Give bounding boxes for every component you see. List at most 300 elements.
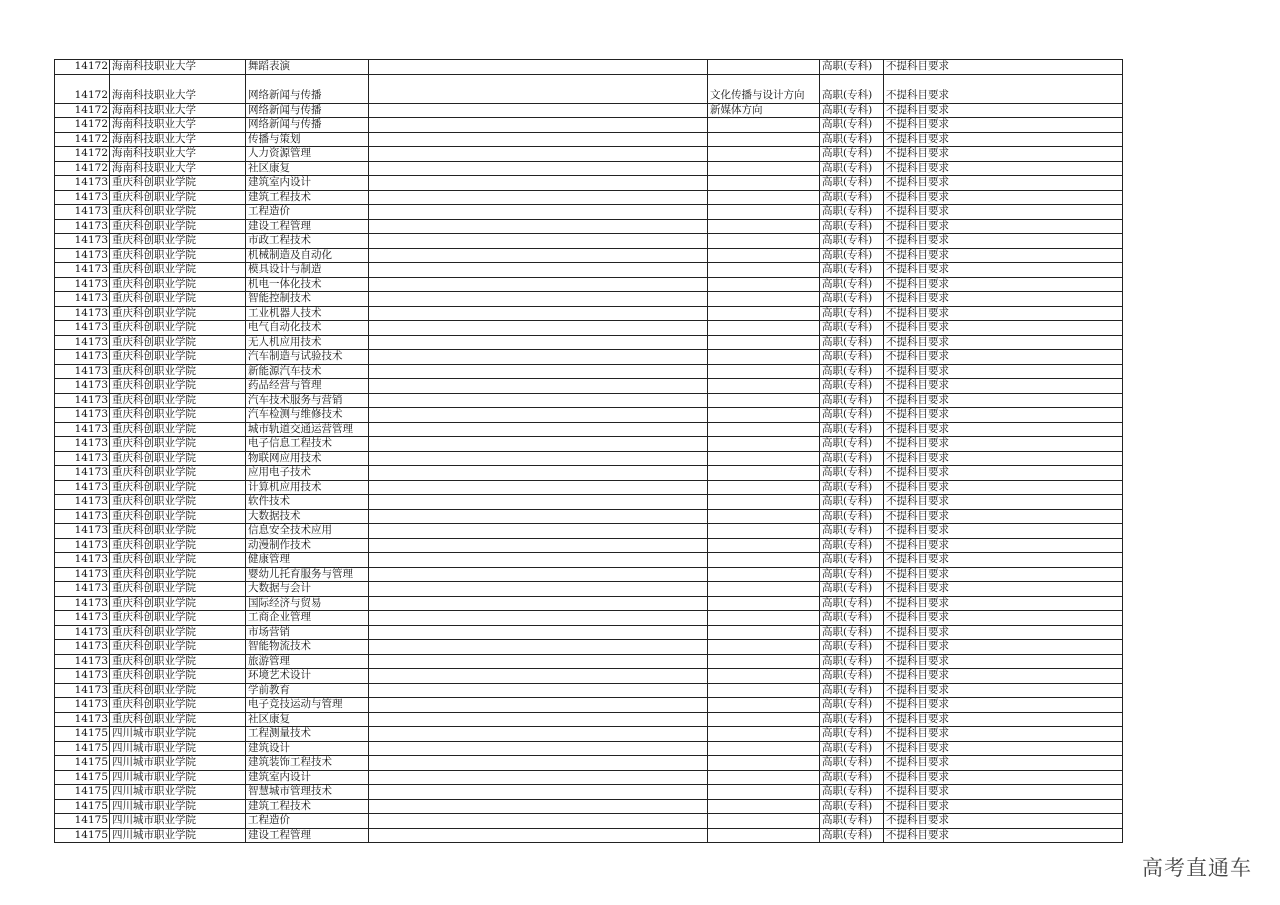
school-code-cell: 14172 (55, 60, 110, 75)
table-row (55, 306, 1123, 321)
major-name-cell: 建筑室内设计 (246, 770, 369, 785)
remark-cell (369, 625, 708, 640)
school-code-cell: 14173 (55, 567, 110, 582)
direction-cell (708, 712, 820, 727)
school-name-cell: 四川城市职业学院 (110, 828, 246, 843)
school-name-cell: 重庆科创职业学院 (110, 553, 246, 568)
remark-cell (369, 756, 708, 771)
remark-cell (369, 60, 708, 75)
direction-cell (708, 292, 820, 307)
remark-cell (369, 176, 708, 191)
remark-cell (369, 582, 708, 597)
level-cell: 高职(专科) (820, 698, 884, 713)
subject-requirement-cell: 不提科目要求 (884, 60, 1123, 75)
school-name-cell: 重庆科创职业学院 (110, 712, 246, 727)
school-name-cell: 重庆科创职业学院 (110, 582, 246, 597)
remark-cell (369, 161, 708, 176)
subject-requirement-cell: 不提科目要求 (884, 611, 1123, 626)
subject-requirement-cell: 不提科目要求 (884, 698, 1123, 713)
subject-requirement-cell: 不提科目要求 (884, 828, 1123, 843)
school-name-cell: 重庆科创职业学院 (110, 263, 246, 278)
major-name-cell: 学前教育 (246, 683, 369, 698)
remark-cell (369, 306, 708, 321)
direction-cell (708, 495, 820, 510)
remark-cell (369, 205, 708, 220)
table-row (55, 495, 1123, 510)
school-code-cell: 14173 (55, 408, 110, 423)
level-cell: 高职(专科) (820, 669, 884, 684)
direction-cell (708, 683, 820, 698)
school-code-cell: 14173 (55, 582, 110, 597)
major-name-cell: 新能源汽车技术 (246, 364, 369, 379)
school-code-cell: 14173 (55, 306, 110, 321)
table-row (55, 596, 1123, 611)
remark-cell (369, 669, 708, 684)
school-code-cell: 14175 (55, 828, 110, 843)
school-name-cell: 重庆科创职业学院 (110, 495, 246, 510)
subject-requirement-cell: 不提科目要求 (884, 292, 1123, 307)
subject-requirement-cell: 不提科目要求 (884, 596, 1123, 611)
level-cell: 高职(专科) (820, 234, 884, 249)
direction-cell (708, 625, 820, 640)
school-name-cell: 四川城市职业学院 (110, 756, 246, 771)
remark-cell (369, 234, 708, 249)
major-name-cell: 智慧城市管理技术 (246, 785, 369, 800)
school-name-cell: 重庆科创职业学院 (110, 640, 246, 655)
direction-cell (708, 669, 820, 684)
direction-cell (708, 350, 820, 365)
subject-requirement-cell: 不提科目要求 (884, 524, 1123, 539)
major-name-cell: 工程测量技术 (246, 727, 369, 742)
remark-cell (369, 321, 708, 336)
table-row (55, 364, 1123, 379)
major-name-cell: 网络新闻与传播 (246, 74, 369, 103)
school-code-cell: 14173 (55, 437, 110, 452)
direction-cell (708, 814, 820, 829)
table-row (55, 828, 1123, 843)
table-row (55, 727, 1123, 742)
table-row (55, 132, 1123, 147)
major-name-cell: 药品经营与管理 (246, 379, 369, 394)
school-name-cell: 重庆科创职业学院 (110, 567, 246, 582)
remark-cell (369, 509, 708, 524)
subject-requirement-cell: 不提科目要求 (884, 756, 1123, 771)
major-name-cell: 电子竞技运动与管理 (246, 698, 369, 713)
major-name-cell: 大数据与会计 (246, 582, 369, 597)
school-name-cell: 海南科技职业大学 (110, 147, 246, 162)
major-name-cell: 健康管理 (246, 553, 369, 568)
level-cell: 高职(专科) (820, 408, 884, 423)
subject-requirement-cell: 不提科目要求 (884, 74, 1123, 103)
table-row (55, 451, 1123, 466)
school-code-cell: 14173 (55, 364, 110, 379)
table-row (55, 538, 1123, 553)
direction-cell (708, 466, 820, 481)
table-row (55, 437, 1123, 452)
level-cell: 高职(专科) (820, 393, 884, 408)
direction-cell (708, 567, 820, 582)
level-cell: 高职(专科) (820, 466, 884, 481)
remark-cell (369, 190, 708, 205)
school-code-cell: 14173 (55, 205, 110, 220)
direction-cell (708, 509, 820, 524)
major-name-cell: 汽车技术服务与营销 (246, 393, 369, 408)
major-name-cell: 大数据技术 (246, 509, 369, 524)
subject-requirement-cell: 不提科目要求 (884, 176, 1123, 191)
school-name-cell: 重庆科创职业学院 (110, 524, 246, 539)
major-name-cell: 应用电子技术 (246, 466, 369, 481)
direction-cell (708, 205, 820, 220)
school-name-cell: 重庆科创职业学院 (110, 625, 246, 640)
school-name-cell: 重庆科创职业学院 (110, 393, 246, 408)
table-row (55, 640, 1123, 655)
table-row (55, 698, 1123, 713)
school-code-cell: 14173 (55, 292, 110, 307)
remark-cell (369, 408, 708, 423)
level-cell: 高职(专科) (820, 205, 884, 220)
direction-cell (708, 770, 820, 785)
school-name-cell: 重庆科创职业学院 (110, 466, 246, 481)
major-name-cell: 建筑装饰工程技术 (246, 756, 369, 771)
table-row (55, 147, 1123, 162)
subject-requirement-cell: 不提科目要求 (884, 263, 1123, 278)
school-name-cell: 四川城市职业学院 (110, 727, 246, 742)
level-cell: 高职(专科) (820, 582, 884, 597)
level-cell: 高职(专科) (820, 683, 884, 698)
school-name-cell: 海南科技职业大学 (110, 161, 246, 176)
school-code-cell: 14175 (55, 727, 110, 742)
level-cell: 高职(专科) (820, 190, 884, 205)
level-cell: 高职(专科) (820, 263, 884, 278)
direction-cell (708, 335, 820, 350)
table-row (55, 321, 1123, 336)
subject-requirement-cell: 不提科目要求 (884, 190, 1123, 205)
remark-cell (369, 263, 708, 278)
subject-requirement-cell: 不提科目要求 (884, 495, 1123, 510)
school-code-cell: 14173 (55, 277, 110, 292)
remark-cell (369, 596, 708, 611)
major-name-cell: 动漫制作技术 (246, 538, 369, 553)
level-cell: 高职(专科) (820, 364, 884, 379)
major-name-cell: 建筑设计 (246, 741, 369, 756)
school-name-cell: 重庆科创职业学院 (110, 306, 246, 321)
level-cell: 高职(专科) (820, 538, 884, 553)
remark-cell (369, 350, 708, 365)
direction-cell (708, 379, 820, 394)
table-row (55, 741, 1123, 756)
direction-cell (708, 596, 820, 611)
table-row (55, 190, 1123, 205)
table-row (55, 248, 1123, 263)
remark-cell (369, 437, 708, 452)
subject-requirement-cell: 不提科目要求 (884, 219, 1123, 234)
school-code-cell: 14173 (55, 321, 110, 336)
major-name-cell: 机电一体化技术 (246, 277, 369, 292)
remark-cell (369, 654, 708, 669)
school-name-cell: 重庆科创职业学院 (110, 451, 246, 466)
school-name-cell: 重庆科创职业学院 (110, 379, 246, 394)
spreadsheet-page (54, 59, 1122, 843)
school-code-cell: 14172 (55, 74, 110, 103)
school-code-cell: 14173 (55, 625, 110, 640)
subject-requirement-cell: 不提科目要求 (884, 741, 1123, 756)
school-code-cell: 14173 (55, 263, 110, 278)
watermark-text: 高考直通车 (1142, 856, 1252, 880)
direction-cell (708, 393, 820, 408)
table-row (55, 582, 1123, 597)
school-code-cell: 14173 (55, 524, 110, 539)
table-row (55, 553, 1123, 568)
direction-cell (708, 408, 820, 423)
level-cell: 高职(专科) (820, 335, 884, 350)
school-code-cell: 14173 (55, 640, 110, 655)
school-name-cell: 四川城市职业学院 (110, 770, 246, 785)
school-name-cell: 重庆科创职业学院 (110, 176, 246, 191)
table-row (55, 234, 1123, 249)
school-name-cell: 四川城市职业学院 (110, 741, 246, 756)
school-name-cell: 海南科技职业大学 (110, 74, 246, 103)
subject-requirement-cell: 不提科目要求 (884, 625, 1123, 640)
table-row (55, 524, 1123, 539)
major-name-cell: 软件技术 (246, 495, 369, 510)
subject-requirement-cell: 不提科目要求 (884, 422, 1123, 437)
school-code-cell: 14173 (55, 712, 110, 727)
school-name-cell: 重庆科创职业学院 (110, 277, 246, 292)
table-row (55, 408, 1123, 423)
level-cell: 高职(专科) (820, 422, 884, 437)
level-cell: 高职(专科) (820, 321, 884, 336)
direction-cell (708, 364, 820, 379)
remark-cell (369, 422, 708, 437)
subject-requirement-cell: 不提科目要求 (884, 393, 1123, 408)
subject-requirement-cell: 不提科目要求 (884, 306, 1123, 321)
level-cell: 高职(专科) (820, 118, 884, 133)
level-cell: 高职(专科) (820, 60, 884, 75)
remark-cell (369, 727, 708, 742)
level-cell: 高职(专科) (820, 828, 884, 843)
school-code-cell: 14173 (55, 611, 110, 626)
school-name-cell: 重庆科创职业学院 (110, 683, 246, 698)
school-code-cell: 14173 (55, 248, 110, 263)
table-row (55, 625, 1123, 640)
school-code-cell: 14173 (55, 451, 110, 466)
direction-cell (708, 437, 820, 452)
remark-cell (369, 277, 708, 292)
subject-requirement-cell: 不提科目要求 (884, 147, 1123, 162)
level-cell: 高职(专科) (820, 567, 884, 582)
school-code-cell: 14175 (55, 756, 110, 771)
remark-cell (369, 785, 708, 800)
direction-cell (708, 480, 820, 495)
school-code-cell: 14173 (55, 669, 110, 684)
remark-cell (369, 147, 708, 162)
direction-cell (708, 60, 820, 75)
major-name-cell: 电气自动化技术 (246, 321, 369, 336)
subject-requirement-cell: 不提科目要求 (884, 770, 1123, 785)
subject-requirement-cell: 不提科目要求 (884, 640, 1123, 655)
subject-requirement-cell: 不提科目要求 (884, 205, 1123, 220)
major-name-cell: 市政工程技术 (246, 234, 369, 249)
major-name-cell: 国际经济与贸易 (246, 596, 369, 611)
remark-cell (369, 74, 708, 103)
subject-requirement-cell: 不提科目要求 (884, 234, 1123, 249)
table-row (55, 799, 1123, 814)
level-cell: 高职(专科) (820, 611, 884, 626)
major-name-cell: 城市轨道交通运营管理 (246, 422, 369, 437)
remark-cell (369, 799, 708, 814)
table-row (55, 611, 1123, 626)
level-cell: 高职(专科) (820, 132, 884, 147)
subject-requirement-cell: 不提科目要求 (884, 466, 1123, 481)
direction-cell (708, 176, 820, 191)
level-cell: 高职(专科) (820, 451, 884, 466)
school-code-cell: 14172 (55, 147, 110, 162)
school-code-cell: 14173 (55, 654, 110, 669)
major-name-cell: 市场营销 (246, 625, 369, 640)
school-code-cell: 14173 (55, 422, 110, 437)
table-row (55, 118, 1123, 133)
level-cell: 高职(专科) (820, 176, 884, 191)
remark-cell (369, 451, 708, 466)
remark-cell (369, 103, 708, 118)
major-name-cell: 旅游管理 (246, 654, 369, 669)
school-name-cell: 重庆科创职业学院 (110, 480, 246, 495)
school-code-cell: 14173 (55, 553, 110, 568)
major-name-cell: 社区康复 (246, 161, 369, 176)
level-cell: 高职(专科) (820, 437, 884, 452)
table-row (55, 770, 1123, 785)
subject-requirement-cell: 不提科目要求 (884, 480, 1123, 495)
direction-cell (708, 799, 820, 814)
major-name-cell: 电子信息工程技术 (246, 437, 369, 452)
table-row (55, 509, 1123, 524)
table-row (55, 60, 1123, 75)
remark-cell (369, 495, 708, 510)
subject-requirement-cell: 不提科目要求 (884, 582, 1123, 597)
subject-requirement-cell: 不提科目要求 (884, 683, 1123, 698)
level-cell: 高职(专科) (820, 524, 884, 539)
level-cell: 高职(专科) (820, 350, 884, 365)
school-code-cell: 14173 (55, 538, 110, 553)
school-code-cell: 14173 (55, 698, 110, 713)
subject-requirement-cell: 不提科目要求 (884, 814, 1123, 829)
table-row (55, 669, 1123, 684)
remark-cell (369, 553, 708, 568)
table-row (55, 654, 1123, 669)
level-cell: 高职(专科) (820, 741, 884, 756)
level-cell: 高职(专科) (820, 306, 884, 321)
direction-cell (708, 741, 820, 756)
table-row (55, 74, 1123, 103)
level-cell: 高职(专科) (820, 509, 884, 524)
school-code-cell: 14172 (55, 118, 110, 133)
major-name-cell: 智能控制技术 (246, 292, 369, 307)
school-code-cell: 14175 (55, 785, 110, 800)
level-cell: 高职(专科) (820, 147, 884, 162)
major-name-cell: 信息安全技术应用 (246, 524, 369, 539)
remark-cell (369, 611, 708, 626)
school-code-cell: 14173 (55, 596, 110, 611)
table-row (55, 219, 1123, 234)
remark-cell (369, 712, 708, 727)
major-name-cell: 舞蹈表演 (246, 60, 369, 75)
remark-cell (369, 132, 708, 147)
direction-cell (708, 219, 820, 234)
remark-cell (369, 538, 708, 553)
level-cell: 高职(专科) (820, 379, 884, 394)
direction-cell (708, 132, 820, 147)
remark-cell (369, 567, 708, 582)
level-cell: 高职(专科) (820, 161, 884, 176)
major-name-cell: 模具设计与制造 (246, 263, 369, 278)
level-cell: 高职(专科) (820, 756, 884, 771)
major-name-cell: 建设工程管理 (246, 219, 369, 234)
school-name-cell: 重庆科创职业学院 (110, 698, 246, 713)
direction-cell (708, 263, 820, 278)
subject-requirement-cell: 不提科目要求 (884, 451, 1123, 466)
major-name-cell: 计算机应用技术 (246, 480, 369, 495)
school-name-cell: 重庆科创职业学院 (110, 538, 246, 553)
subject-requirement-cell: 不提科目要求 (884, 538, 1123, 553)
remark-cell (369, 292, 708, 307)
remark-cell (369, 248, 708, 263)
subject-requirement-cell: 不提科目要求 (884, 553, 1123, 568)
level-cell: 高职(专科) (820, 814, 884, 829)
subject-requirement-cell: 不提科目要求 (884, 350, 1123, 365)
major-name-cell: 工业机器人技术 (246, 306, 369, 321)
table-row (55, 567, 1123, 582)
subject-requirement-cell: 不提科目要求 (884, 567, 1123, 582)
remark-cell (369, 480, 708, 495)
direction-cell (708, 277, 820, 292)
level-cell: 高职(专科) (820, 770, 884, 785)
school-name-cell: 海南科技职业大学 (110, 103, 246, 118)
level-cell: 高职(专科) (820, 712, 884, 727)
direction-cell (708, 451, 820, 466)
level-cell: 高职(专科) (820, 480, 884, 495)
subject-requirement-cell: 不提科目要求 (884, 364, 1123, 379)
subject-requirement-cell: 不提科目要求 (884, 379, 1123, 394)
major-name-cell: 社区康复 (246, 712, 369, 727)
direction-cell (708, 654, 820, 669)
major-name-cell: 建筑工程技术 (246, 190, 369, 205)
school-name-cell: 重庆科创职业学院 (110, 596, 246, 611)
school-code-cell: 14172 (55, 103, 110, 118)
direction-cell (708, 248, 820, 263)
major-name-cell: 工程造价 (246, 814, 369, 829)
direction-cell (708, 161, 820, 176)
school-name-cell: 重庆科创职业学院 (110, 205, 246, 220)
level-cell: 高职(专科) (820, 495, 884, 510)
school-name-cell: 四川城市职业学院 (110, 785, 246, 800)
major-name-cell: 无人机应用技术 (246, 335, 369, 350)
level-cell: 高职(专科) (820, 248, 884, 263)
school-name-cell: 重庆科创职业学院 (110, 611, 246, 626)
school-code-cell: 14175 (55, 799, 110, 814)
remark-cell (369, 640, 708, 655)
direction-cell (708, 756, 820, 771)
direction-cell (708, 640, 820, 655)
remark-cell (369, 698, 708, 713)
remark-cell (369, 219, 708, 234)
school-name-cell: 重庆科创职业学院 (110, 219, 246, 234)
table-row (55, 292, 1123, 307)
subject-requirement-cell: 不提科目要求 (884, 277, 1123, 292)
subject-requirement-cell: 不提科目要求 (884, 799, 1123, 814)
table-row (55, 335, 1123, 350)
remark-cell (369, 524, 708, 539)
school-code-cell: 14173 (55, 176, 110, 191)
